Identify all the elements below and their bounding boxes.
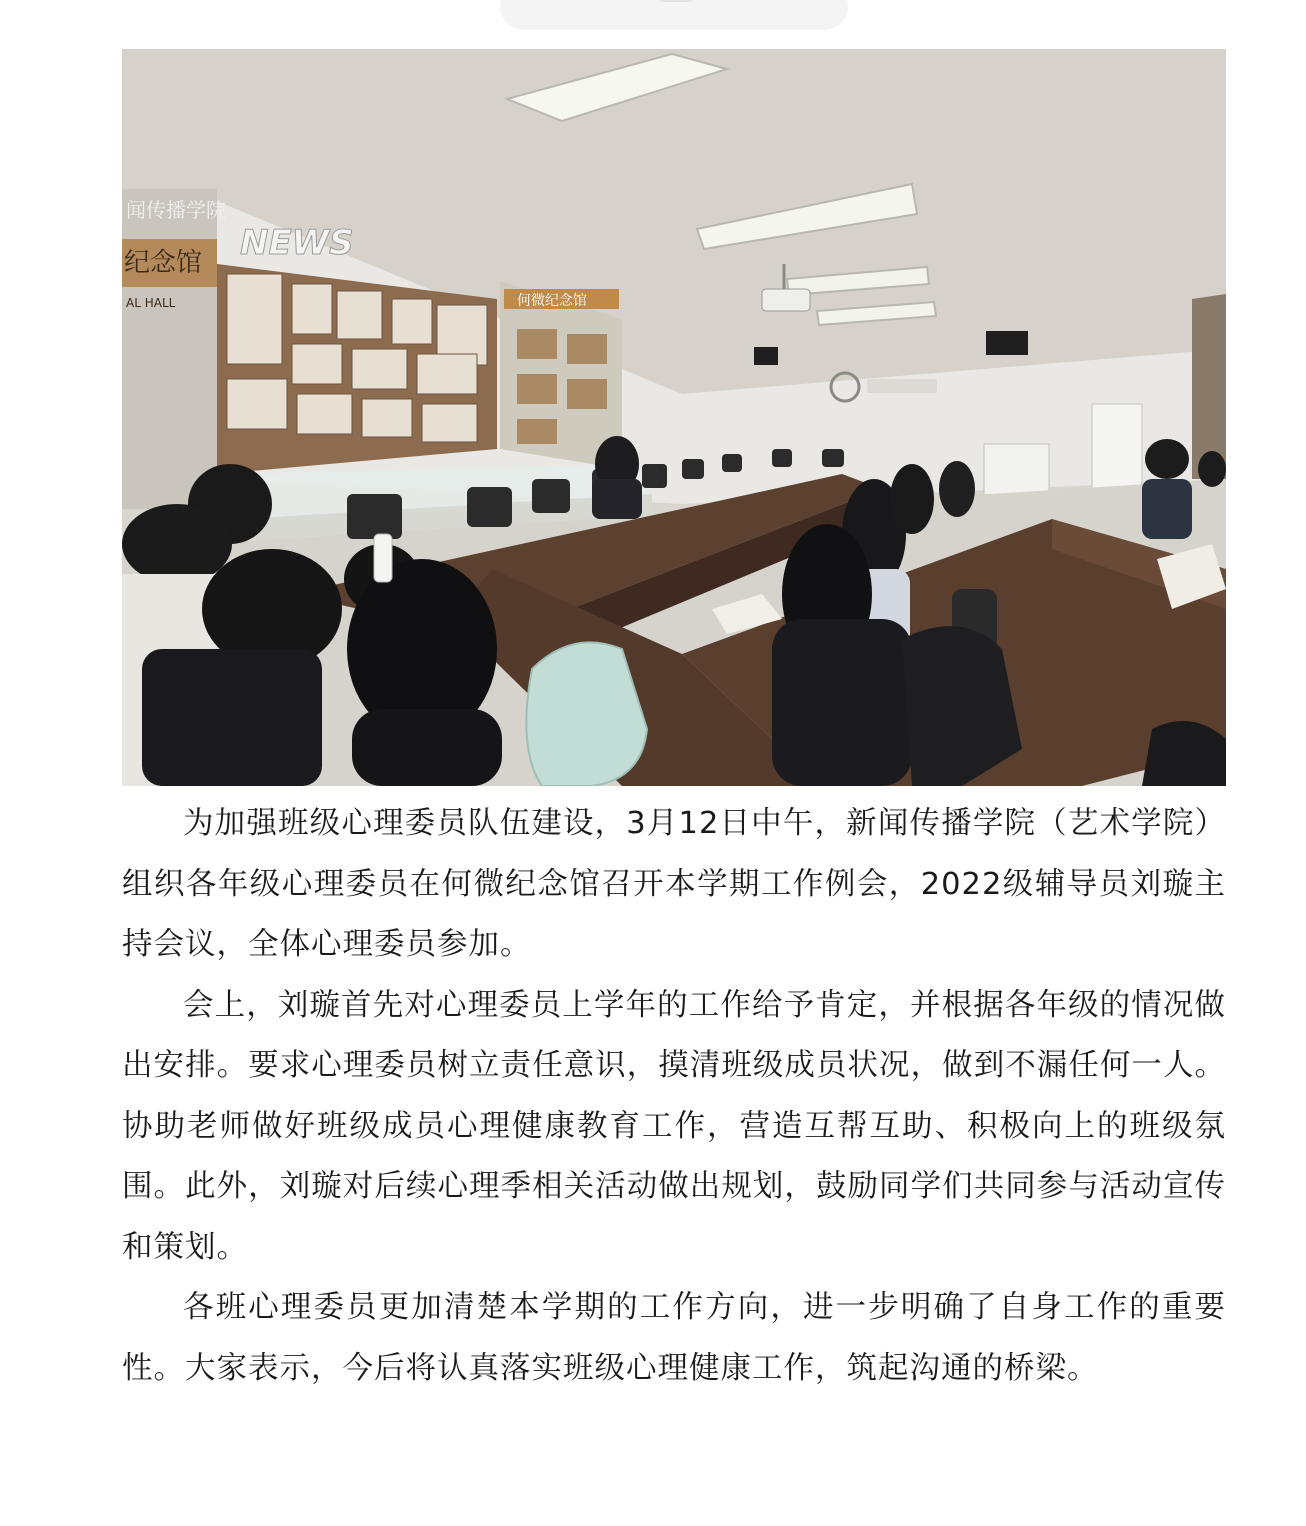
wall-sign-text: 闻传播学院 xyxy=(126,198,226,222)
top-handle xyxy=(500,0,848,30)
meeting-photo xyxy=(122,49,1226,786)
top-handle-knob xyxy=(658,0,694,2)
news-logo-text: NEWS xyxy=(240,223,354,263)
article-paragraph-1: 为加强班级心理委员队伍建设，3月12日中午，新闻传播学院（艺术学院）组织各年级心理委员在何微纪念馆召开本学期工作例会，2022级辅导员刘璇主持会议，全体心理委员参加。 xyxy=(122,806,1226,962)
article-paragraph-2: 会上，刘璇首先对心理委员上学年的工作给予肯定，并根据各年级的情况做出安排。要求心理委员树立责任意识，摸清班级成员状况，做到不漏任何一人。协助老师做好班级成员心理健康教育工作，营造互帮互助、积极向上的班级氛围。此外，刘璇对后续心理季相关活动做出规划，鼓励同学们共同参与活动宣传和策划。 xyxy=(122,987,1226,1265)
article-paragraph-3: 各班心理委员更加清楚本学期的工作方向，进一步明确了自身工作的重要性。大家表示，今后将认真落实班级心理健康工作，筑起沟通的桥梁。 xyxy=(122,1290,1226,1386)
hall-sign-text: 纪念馆 xyxy=(124,248,203,278)
hall-sign-en: AL HALL xyxy=(126,296,176,310)
banner-text: 何微纪念馆 xyxy=(517,293,587,309)
article-body xyxy=(122,794,1226,1399)
